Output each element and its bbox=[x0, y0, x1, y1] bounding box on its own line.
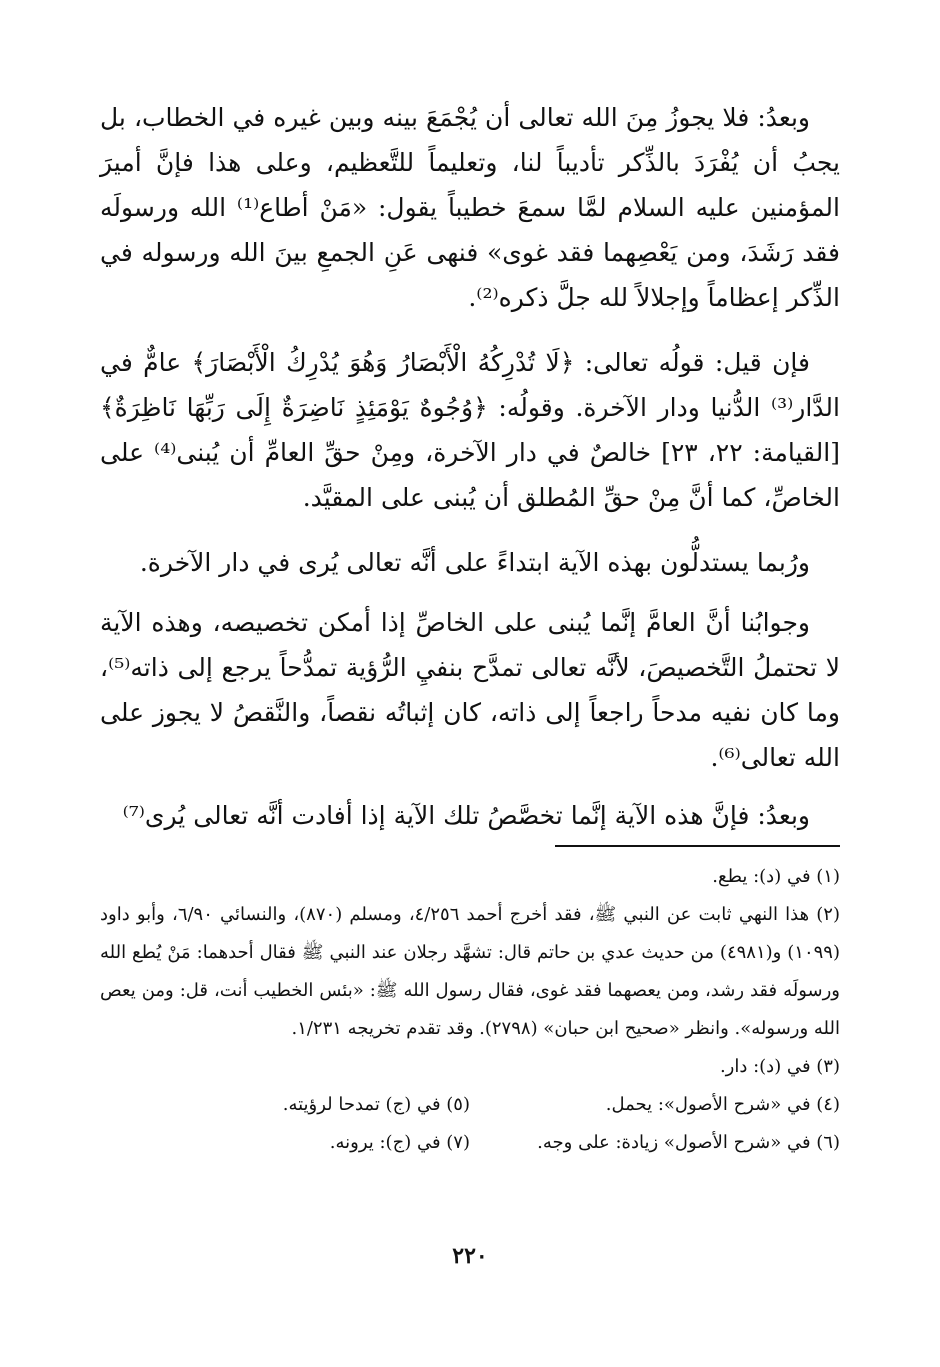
footnote-divider bbox=[555, 845, 840, 847]
footnote-row-4-5 bbox=[100, 1086, 840, 1124]
paragraph-text: ورُبما يستدلُّون بهذه الآية ابتداءً على أنَّه تعالى يُرى في دار الآخرة. bbox=[139, 548, 810, 577]
paragraph-text: وبعدُ: فإنَّ هذه الآية إنَّما تخصَّصُ تلك الآية إذا أفادت أنَّه تعالى يُرى⁽⁷⁾ bbox=[122, 801, 810, 830]
footnote-4: (٤) في «شرح الأصول»: يحمل. bbox=[605, 1094, 840, 1115]
footnotes bbox=[100, 858, 840, 1162]
paragraph-text: وبعدُ: فلا يجوزُ مِنَ الله تعالى أن يُجْمَعَ بينه وبين غيره في الخطاب، بل يجبُ أن يُفْرَدَ بالذِّكر تأديباً لنا، وتعليماً للتَّعظيم، وعلى هذا فإنَّ أميرَ المؤمنين عليه السلام لمَّا سمعَ خطيباً يقول: «مَنْ أطاع⁽¹⁾ الله ورسولَه فقد رَشَدَ، ومن يَعْصِهما فقد غوى» فنهى عَنِ الجمعِ بينَ الله ورسوله في الذِّكر إعظاماً وإجلالاً لله جلَّ ذكره⁽²⁾. bbox=[100, 103, 840, 312]
footnote-6: (٦) في «شرح الأصول» زيادة: على وجه. bbox=[537, 1132, 840, 1153]
footnote-7: (٧) في (ج): يرونه. bbox=[329, 1132, 470, 1153]
footnote-2: (٢) هذا النهي ثابت عن النبي ﷺ، فقد أخرج أحمد ٤/٢٥٦، ومسلم (٨٧٠)، والنسائي ٦/٩٠، وأبو داود (١٠٩٩) و(٤٩٨١) من حديث عدي بن حاتم قال: تشهَّد رجلان عند النبي ﷺ فقال أحدهما: مَنْ يُطع الله ورسولَه فقد رشد، ومن يعصهما فقد غوى، فقال رسول الله ﷺ: «بئس الخطيب أنت، قل: ومن يعص الله ورسوله». وانظر «صحيح ابن حبان» (٢٧٩٨). وقد تقدم تخريجه ١/٢٣١. bbox=[100, 904, 840, 1039]
page-number: ٢٢٠ bbox=[452, 1243, 488, 1269]
body-paragraph-1 bbox=[100, 95, 840, 320]
footnote-5: (٥) في (ج) تمدحا لرؤيته. bbox=[282, 1094, 470, 1115]
footnote-3: (٣) في (د): دار. bbox=[719, 1056, 840, 1077]
footnote-1: (١) في (د): يطع. bbox=[712, 866, 840, 887]
paragraph-text: وجوابُنا أنَّ العامَّ إنَّما يُبنى على الخاصِّ إذا أمكن تخصيصه، وهذه الآية لا تحتملُ التَّخصيصَ، لأنَّه تعالى تمدَّح بنفيِ الرُّؤية تمدُّحاً يرجع إلى ذاته⁽⁵⁾، وما كان نفيه مدحاً راجعاً إلى ذاته، كان إثباتُه نقصاً، والنَّقصُ لا يجوز على الله تعالى⁽⁶⁾. bbox=[100, 608, 840, 772]
footnote-row-6-7 bbox=[100, 1124, 840, 1162]
body-paragraph-3 bbox=[100, 540, 840, 585]
body-paragraph-5 bbox=[100, 793, 840, 838]
body-paragraph-2 bbox=[100, 340, 840, 520]
paragraph-text: فإن قيل: قولُه تعالى: ﴿لَا تُدْرِكُهُ الْأَبْصَارُ وَهُوَ يُدْرِكُ الْأَبْصَارَ﴾ عامٌّ في الدَّار⁽³⁾ الدُّنيا ودار الآخرة. وقولُه: ﴿وُجُوهٌ يَوْمَئِذٍ نَاضِرَةٌ إِلَى رَبِّهَا نَاظِرَةٌ﴾ [القيامة: ٢٢، ٢٣] خالصٌ في دار الآخرة، ومِنْ حقِّ العامِّ أن يُبنى⁽⁴⁾ على الخاصِّ، كما أنَّ مِنْ حقِّ المُطلق أن يُبنى على المقيَّد. bbox=[100, 348, 840, 512]
body-paragraph-4 bbox=[100, 600, 840, 780]
